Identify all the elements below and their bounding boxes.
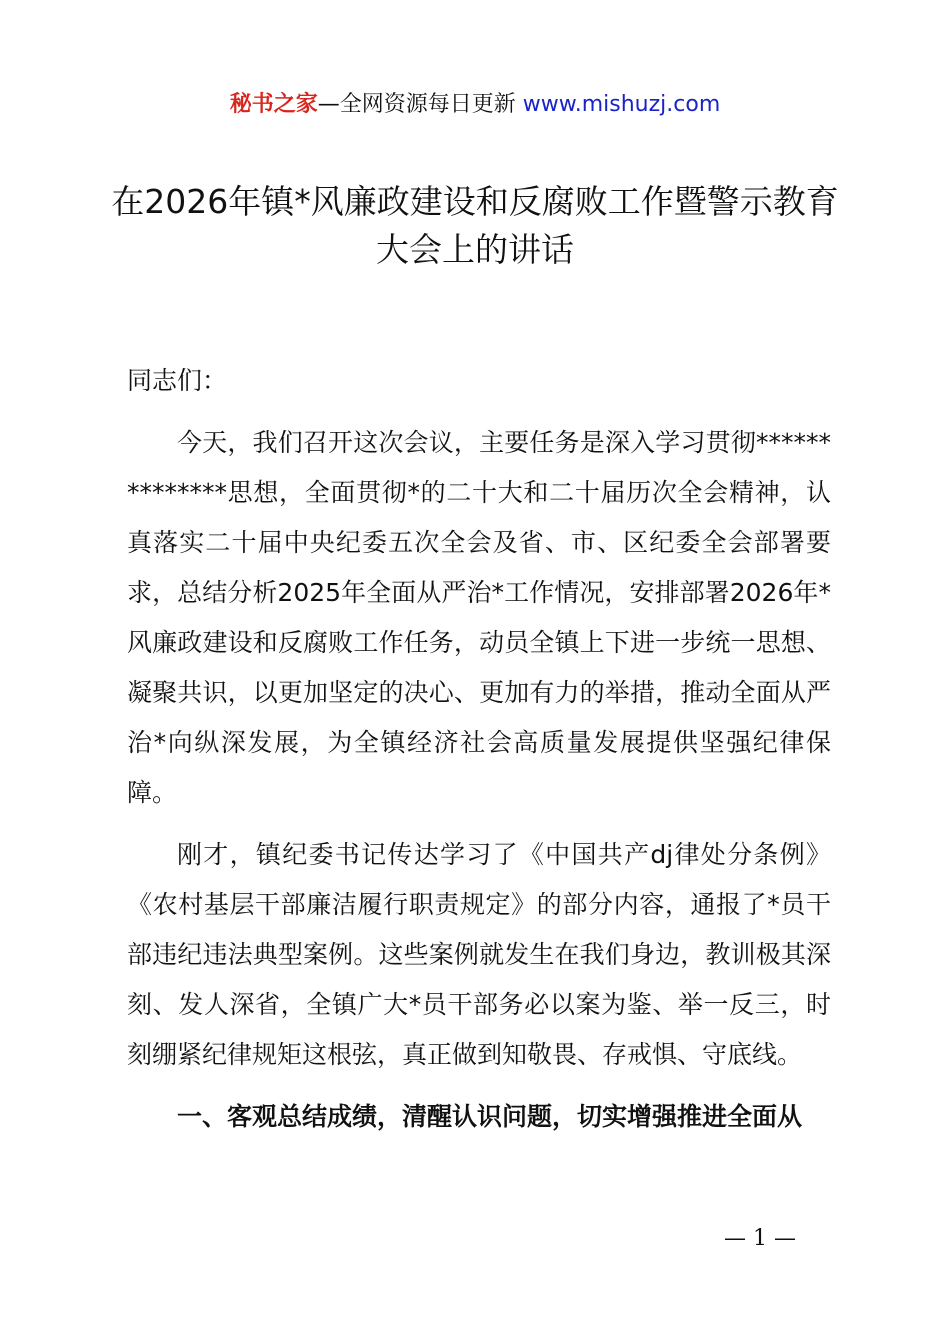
body-paragraph: 刚才，镇纪委书记传达学习了《中国共产dj律处分条例》《农村基层干部廉洁履行职责规定》的部分内容，通报了*员干部违纪违法典型案例。这些案例就发生在我们身边，教训极其深刻、发人深省，全镇广大*员干部务必以案为鉴、举一反三，时刻绷紧纪律规矩这根弦，真正做到知敬畏、存戒惧、守底线。 [127, 840, 831, 1069]
site-url-link[interactable]: www.mishuzj.com [522, 92, 721, 117]
section-heading: 一、客观总结成绩，清醒认识问题，切实增强推进全面从 [177, 1102, 803, 1131]
page-number: — 1 — [724, 1226, 796, 1251]
salutation: 同志们： [127, 366, 228, 395]
document-title: 在2026年镇*风廉政建设和反腐败工作暨警示教育大会上的讲话 [111, 182, 839, 269]
document-body [127, 356, 831, 1154]
site-banner [0, 88, 950, 122]
banner-tagline: —全网资源每日更新 [317, 92, 516, 117]
body-paragraph: 今天，我们召开这次会议，主要任务是深入学习贯彻**************思想，全面贯彻*的二十大和二十届历次全会精神，认真落实二十届中央纪委五次全会及省、市、区纪委全会部署要求，总结分析2025年全面从严治*工作情况，安排部署2026年*风廉政建设和反腐败工作任务，动员全镇上下进一步统一思想、凝聚共识，以更加坚定的决心、更加有力的举措，推动全面从严治*向纵深发展，为全镇经济社会高质量发展提供坚强纪律保障。 [127, 428, 831, 807]
brand-name: 秘书之家 [229, 92, 318, 117]
